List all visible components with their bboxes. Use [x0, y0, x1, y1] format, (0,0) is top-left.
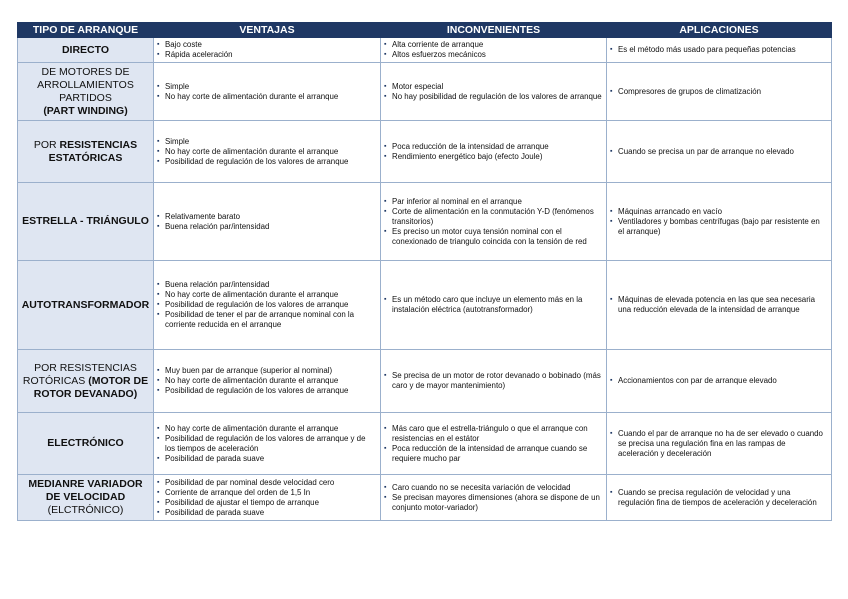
header-ventajas: VENTAJAS — [154, 23, 381, 38]
inconvenientes-item: ▪ Se precisa de un motor de rotor devanado o bobinado (más caro y de mayor mantenimiento) — [384, 371, 603, 391]
tipo-arranque-line — [21, 437, 150, 450]
inconvenientes-cell — [381, 121, 607, 183]
ventajas-cell — [154, 183, 381, 261]
aplicaciones-cell — [607, 261, 832, 350]
table-row — [18, 183, 832, 261]
tipo-arranque-line — [21, 478, 150, 491]
tipo-arranque-line — [21, 139, 150, 152]
inconvenientes-item: ▪ Motor especial — [384, 82, 603, 92]
ventajas-cell — [154, 261, 381, 350]
aplicaciones-list — [610, 147, 828, 157]
inconvenientes-cell — [381, 183, 607, 261]
ventajas-list — [157, 212, 377, 232]
inconvenientes-item: ▪ Poca reducción de la intensidad de arranque cuando se requiere mucho par — [384, 444, 603, 464]
inconvenientes-list — [384, 40, 603, 60]
inconvenientes-item: ▪ Caro cuando no se necesita variación de velocidad — [384, 483, 603, 493]
ventajas-item: ▪ Posibilidad de ajustar el tiempo de arranque — [157, 498, 377, 508]
inconvenientes-item: ▪ Se precisan mayores dimensiones (ahora se dispone de un conjunto motor-variador) — [384, 493, 603, 513]
inconvenientes-cell — [381, 38, 607, 63]
aplicaciones-item: ▪ Cuando se precisa regulación de velocidad y una regulación fina de tiempos de aceleración y deceleración — [610, 488, 828, 508]
ventajas-item: ▪ Posibilidad de regulación de los valores de arranque — [157, 157, 377, 167]
tipo-arranque-line — [21, 362, 150, 375]
tipo-arranque-text: POR RESISTENCIAS — [34, 361, 137, 374]
ventajas-item: ▪ No hay corte de alimentación durante el arranque — [157, 424, 377, 434]
tipo-arranque-line — [21, 79, 150, 92]
tipo-arranque-text-bold: RESISTENCIAS — [59, 138, 138, 151]
table-row — [18, 38, 832, 63]
inconvenientes-item: ▪ Alta corriente de arranque — [384, 40, 603, 50]
tipo-arranque-cell — [18, 183, 154, 261]
aplicaciones-list — [610, 207, 828, 237]
table-row — [18, 475, 832, 521]
ventajas-item: ▪ Posibilidad de parada suave — [157, 454, 377, 464]
ventajas-item: ▪ No hay corte de alimentación durante el arranque — [157, 376, 377, 386]
inconvenientes-cell — [381, 350, 607, 413]
ventajas-item: ▪ No hay corte de alimentación durante el arranque — [157, 290, 377, 300]
tipo-arranque-text: AUTOTRANSFORMADOR — [21, 298, 150, 311]
inconvenientes-cell — [381, 475, 607, 521]
ventajas-item: ▪ Simple — [157, 82, 377, 92]
ventajas-item: ▪ Rápida aceleración — [157, 50, 377, 60]
ventajas-item: ▪ Buena relación par/intensidad — [157, 222, 377, 232]
header-inconvenientes: INCONVENIENTES — [381, 23, 607, 38]
ventajas-item: ▪ Corriente de arranque del orden de 1,5 In — [157, 488, 377, 498]
ventajas-list — [157, 280, 377, 330]
tipo-arranque-text: MEDIANRE VARIADOR — [28, 478, 143, 490]
tipo-arranque-text: DE MOTORES DE — [41, 65, 130, 78]
ventajas-cell — [154, 121, 381, 183]
table-row — [18, 261, 832, 350]
aplicaciones-item: ▪ Cuando se precisa un par de arranque no elevado — [610, 147, 828, 157]
ventajas-cell — [154, 413, 381, 475]
tipo-arranque-text: PARTIDOS — [59, 91, 112, 104]
tipo-arranque-text: DE VELOCIDAD — [45, 491, 126, 503]
tipo-arranque-line — [21, 375, 150, 388]
tipo-arranque-line — [21, 299, 150, 312]
ventajas-list — [157, 137, 377, 167]
inconvenientes-item: ▪ Corte de alimentación en la conmutación Y-D (fenómenos transitorios) — [384, 207, 603, 227]
aplicaciones-cell — [607, 475, 832, 521]
table-row — [18, 413, 832, 475]
aplicaciones-cell — [607, 183, 832, 261]
tipo-arranque-text: ESTATÓRICAS — [48, 151, 123, 164]
header-tipo: TIPO DE ARRANQUE — [18, 23, 154, 38]
tipo-arranque-text: (ELCTRÓNICO) — [47, 504, 124, 516]
table-row — [18, 121, 832, 183]
tipo-arranque-line — [21, 504, 150, 517]
ventajas-item: ▪ Buena relación par/intensidad — [157, 280, 377, 290]
tipo-arranque-cell — [18, 261, 154, 350]
tipo-arranque-text: ESTRELLA - TRIÁNGULO — [22, 215, 149, 227]
inconvenientes-list — [384, 371, 603, 391]
aplicaciones-item: ▪ Es el método más usado para pequeñas potencias — [610, 45, 828, 55]
ventajas-item: ▪ Posibilidad de par nominal desde velocidad cero — [157, 478, 377, 488]
aplicaciones-item: ▪ Máquinas arrancado en vacío — [610, 207, 828, 217]
tipo-arranque-cell — [18, 63, 154, 121]
tipo-arranque-cell — [18, 121, 154, 183]
tipo-arranque-cell — [18, 475, 154, 521]
inconvenientes-cell — [381, 413, 607, 475]
tipo-arranque-line — [21, 491, 150, 504]
table-row — [18, 63, 832, 121]
aplicaciones-item: ▪ Cuando el par de arranque no ha de ser elevado o cuando se precisa una regulación fina en las rampas de aceleración y deceleración — [610, 429, 828, 459]
ventajas-list — [157, 82, 377, 102]
tipo-arranque-text: DIRECTO — [61, 43, 110, 56]
arranque-comparison-table — [17, 22, 832, 521]
aplicaciones-cell — [607, 63, 832, 121]
inconvenientes-item: ▪ Altos esfuerzos mecánicos — [384, 50, 603, 60]
inconvenientes-list — [384, 197, 603, 247]
aplicaciones-cell — [607, 121, 832, 183]
ventajas-item: ▪ Simple — [157, 137, 377, 147]
inconvenientes-list — [384, 142, 603, 162]
inconvenientes-item: ▪ Es preciso un motor cuya tensión nominal con el conexionado de triangulo coincida con la tensión de red — [384, 227, 603, 247]
tipo-arranque-cell — [18, 38, 154, 63]
ventajas-item: ▪ Relativamente barato — [157, 212, 377, 222]
aplicaciones-item: ▪ Accionamientos con par de arranque elevado — [610, 376, 828, 386]
ventajas-item: ▪ Posibilidad de regulación de los valores de arranque y de los tiempos de aceleración — [157, 434, 377, 454]
tipo-arranque-text: (PART WINDING) — [43, 104, 128, 117]
ventajas-cell — [154, 475, 381, 521]
ventajas-list — [157, 366, 377, 396]
inconvenientes-item: ▪ Poca reducción de la intensidad de arranque — [384, 142, 603, 152]
ventajas-item: ▪ No hay corte de alimentación durante el arranque — [157, 92, 377, 102]
tipo-arranque-text: POR — [33, 138, 60, 151]
tipo-arranque-text: ELECTRÓNICO — [47, 437, 124, 449]
inconvenientes-item: ▪ Par inferior al nominal en el arranque — [384, 197, 603, 207]
aplicaciones-item: ▪ Compresores de grupos de climatización — [610, 87, 828, 97]
inconvenientes-item: ▪ No hay posibilidad de regulación de los valores de arranque — [384, 92, 603, 102]
ventajas-list — [157, 40, 377, 60]
header-row — [18, 23, 832, 38]
inconvenientes-list — [384, 424, 603, 464]
inconvenientes-cell — [381, 63, 607, 121]
tipo-arranque-line — [21, 215, 150, 228]
tipo-arranque-cell — [18, 413, 154, 475]
ventajas-item: ▪ Muy buen par de arranque (superior al nominal) — [157, 366, 377, 376]
inconvenientes-item: ▪ Rendimiento energético bajo (efecto Joule) — [384, 152, 603, 162]
aplicaciones-cell — [607, 413, 832, 475]
ventajas-cell — [154, 63, 381, 121]
tipo-arranque-line — [21, 105, 150, 118]
inconvenientes-item: ▪ Es un método caro que incluye un elemento más en la instalación eléctrica (autotransformador) — [384, 295, 603, 315]
tipo-arranque-line — [21, 388, 150, 401]
inconvenientes-list — [384, 295, 603, 315]
inconvenientes-list — [384, 82, 603, 102]
tipo-arranque-line — [21, 152, 150, 165]
table-row — [18, 350, 832, 413]
ventajas-item: ▪ Posibilidad de regulación de los valores de arranque — [157, 300, 377, 310]
tipo-arranque-line — [21, 92, 150, 105]
tipo-arranque-line — [21, 44, 150, 57]
aplicaciones-cell — [607, 38, 832, 63]
aplicaciones-list — [610, 45, 828, 55]
aplicaciones-list — [610, 429, 828, 459]
aplicaciones-list — [610, 488, 828, 508]
inconvenientes-cell — [381, 261, 607, 350]
tipo-arranque-text: ROTÓRICAS — [22, 374, 89, 387]
aplicaciones-cell — [607, 350, 832, 413]
aplicaciones-list — [610, 295, 828, 315]
aplicaciones-list — [610, 87, 828, 97]
ventajas-cell — [154, 350, 381, 413]
inconvenientes-item: ▪ Más caro que el estrella-triángulo o que el arranque con resistencias en el estátor — [384, 424, 603, 444]
tipo-arranque-line — [21, 66, 150, 79]
tipo-arranque-text: ROTOR DEVANADO) — [33, 387, 138, 400]
ventajas-cell — [154, 38, 381, 63]
ventajas-item: ▪ No hay corte de alimentación durante el arranque — [157, 147, 377, 157]
ventajas-item: ▪ Posibilidad de regulación de los valores de arranque — [157, 386, 377, 396]
ventajas-list — [157, 424, 377, 464]
aplicaciones-list — [610, 376, 828, 386]
ventajas-item: ▪ Posibilidad de tener el par de arranque nominal con la corriente reducida en el arranque — [157, 310, 377, 330]
ventajas-item: ▪ Bajo coste — [157, 40, 377, 50]
header-aplicaciones: APLICACIONES — [607, 23, 832, 38]
tipo-arranque-cell — [18, 350, 154, 413]
aplicaciones-item: ▪ Máquinas de elevada potencia en las que sea necesaria una reducción elevada de la intensidad de arranque — [610, 295, 828, 315]
ventajas-list — [157, 478, 377, 518]
inconvenientes-list — [384, 483, 603, 513]
tipo-arranque-text: ARROLLAMIENTOS — [37, 78, 134, 91]
ventajas-item: ▪ Posibilidad de parada suave — [157, 508, 377, 518]
aplicaciones-item: ▪ Ventiladores y bombas centrífugas (bajo par resistente en el arranque) — [610, 217, 828, 237]
tipo-arranque-text-bold: (MOTOR DE — [88, 374, 149, 387]
